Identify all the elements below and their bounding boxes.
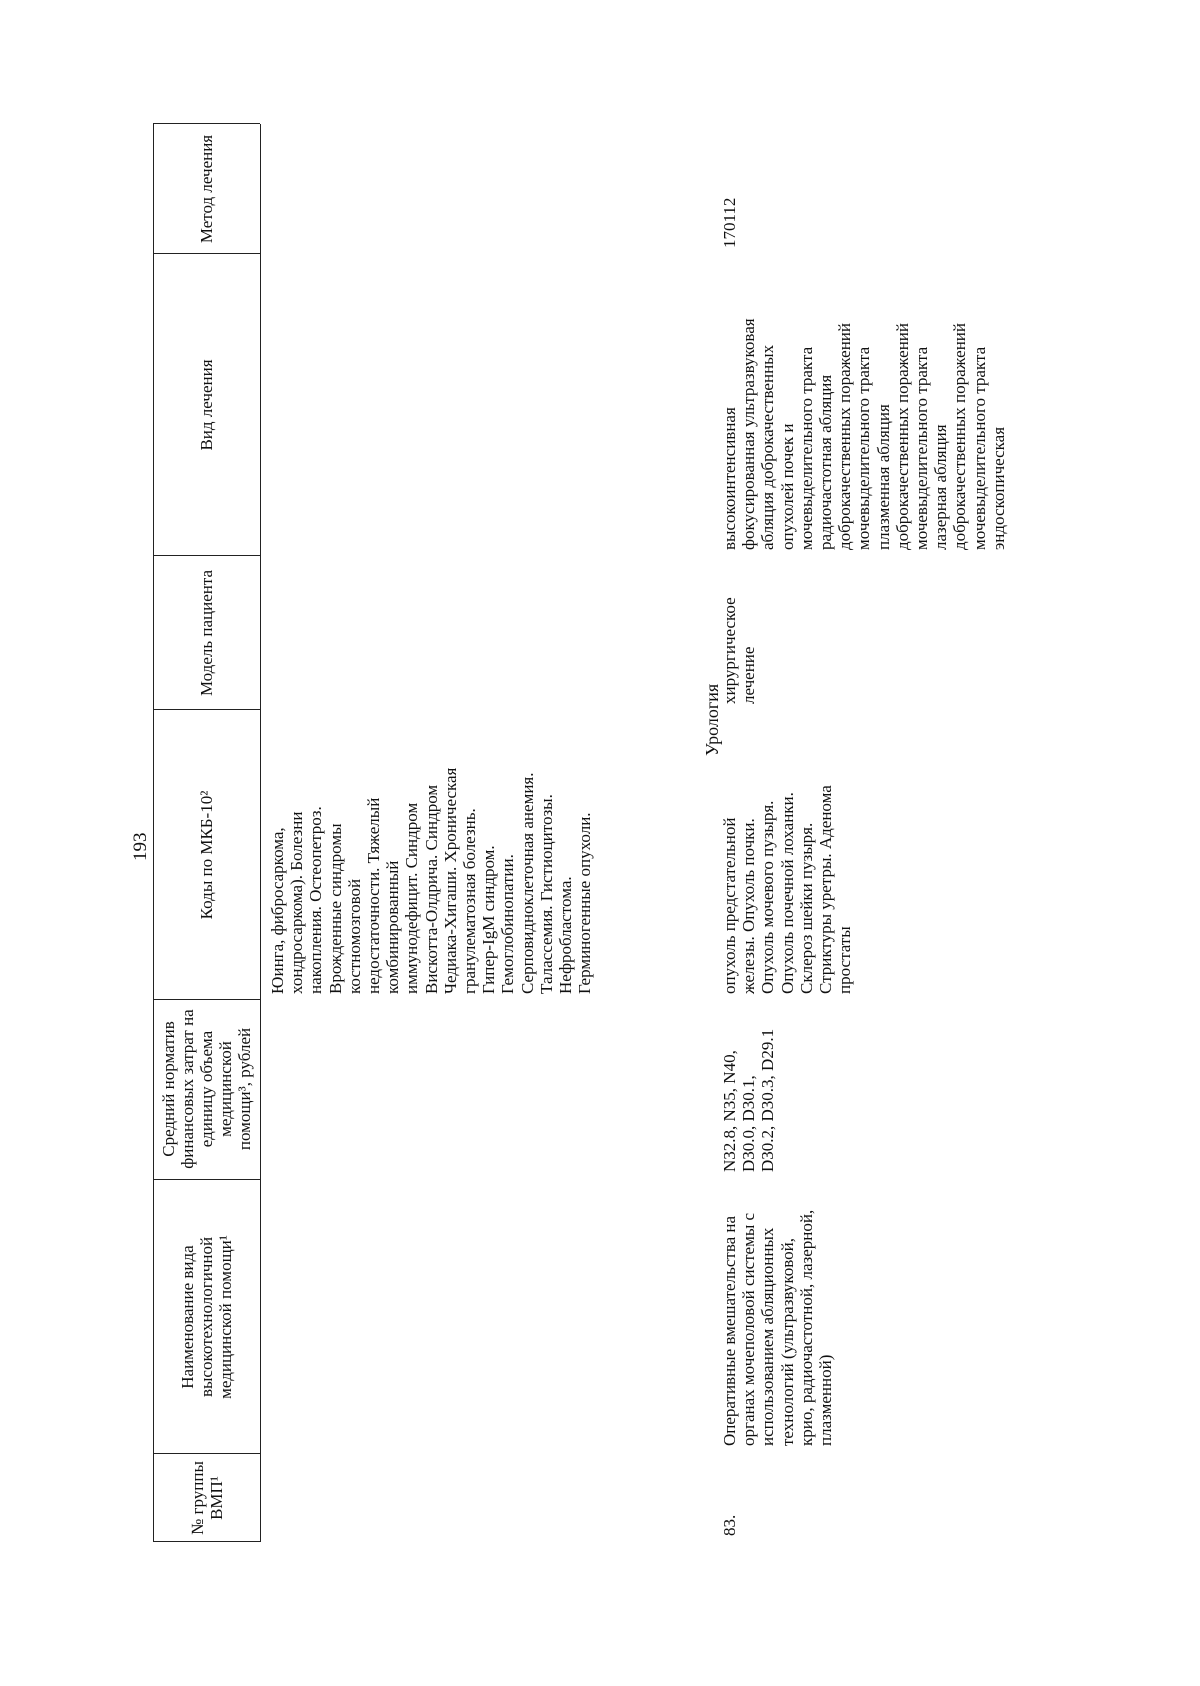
header-top-border bbox=[153, 124, 154, 1542]
header-codes: Коды по МКБ-10² bbox=[197, 790, 216, 920]
header-name: Наименование вида высокотехнологичной медицинской помощи¹ bbox=[178, 1235, 235, 1399]
row-model: опухоль предстательной железы. Опухоль почки. Опухоль мочевого пузыря. Опухоль почечной лоханки. Склероз шейки пузыря. Стриктуры уретры. Аденома простаты bbox=[720, 785, 855, 994]
header-divider-3 bbox=[153, 999, 260, 1000]
row-treatment-type: хирургическое лечение bbox=[720, 597, 759, 704]
header-method: Метод лечения bbox=[197, 134, 216, 244]
header-border-right bbox=[153, 123, 260, 124]
row-group-no: 83. bbox=[720, 1514, 739, 1536]
row-codes: N32.8, N35, N40, D30.0, D30.1, D30.2, D30.3, D29.1 bbox=[720, 1028, 778, 1172]
row-method: высокоинтенсивная фокусированная ультразвуковая абляция доброкачественных опухолей почек и мочевыделительного тракта радиочастотная абляция доброкачественных поражений мочевыделительного тракта плазменная абляция доброкачественных поражений мочевыделительного тракта лазерная абляция доброкачественных поражений мочевыделительного тракта эндоскопическая bbox=[720, 318, 1008, 550]
header-treatment-type: Вид лечения bbox=[197, 359, 216, 451]
page-number: 193 bbox=[130, 832, 151, 861]
header-divider-5 bbox=[153, 555, 260, 556]
header-cost: Средний норматив финансовых затрат на единицу объема медицинской помощи³, рублей bbox=[159, 1009, 254, 1169]
header-border-left bbox=[153, 1541, 260, 1542]
section-title: Урология bbox=[702, 683, 722, 756]
header-divider-4 bbox=[153, 709, 260, 710]
row-name: Оперативные вмешательства на органах мочеполовой системы с использованием абляционных технологий (ультразвуковой, крио, радиочастотной, лазерной, плазменной) bbox=[720, 1209, 836, 1446]
model-continued-text: Юинга, фибросаркома, хондросаркома). Болезни накопления. Остеопетроз. Врожденные синдромы костномозговой недостаточности. Тяжелый комбинированный иммунодефицит. Синдром Вискотта-Олдрича. Синдром Чедиака-Хигаши. Хроническая гранулематозная болезнь. Гипер-IgM синдром. Гемоглобинопатии. Серповидноклеточная анемия. Талассемия. Гистиоцитозы. Нефробластома. Герминогенные опухоли. bbox=[268, 767, 595, 994]
header-model: Модель пациента bbox=[197, 569, 216, 697]
header-divider-6 bbox=[153, 253, 260, 254]
row-cost: 170112 bbox=[720, 197, 739, 248]
header-divider-2 bbox=[153, 1179, 260, 1180]
header-divider-1 bbox=[153, 1453, 260, 1454]
header-bottom-border bbox=[260, 124, 261, 1542]
header-group-no: № группы ВМП¹ bbox=[187, 1461, 226, 1535]
